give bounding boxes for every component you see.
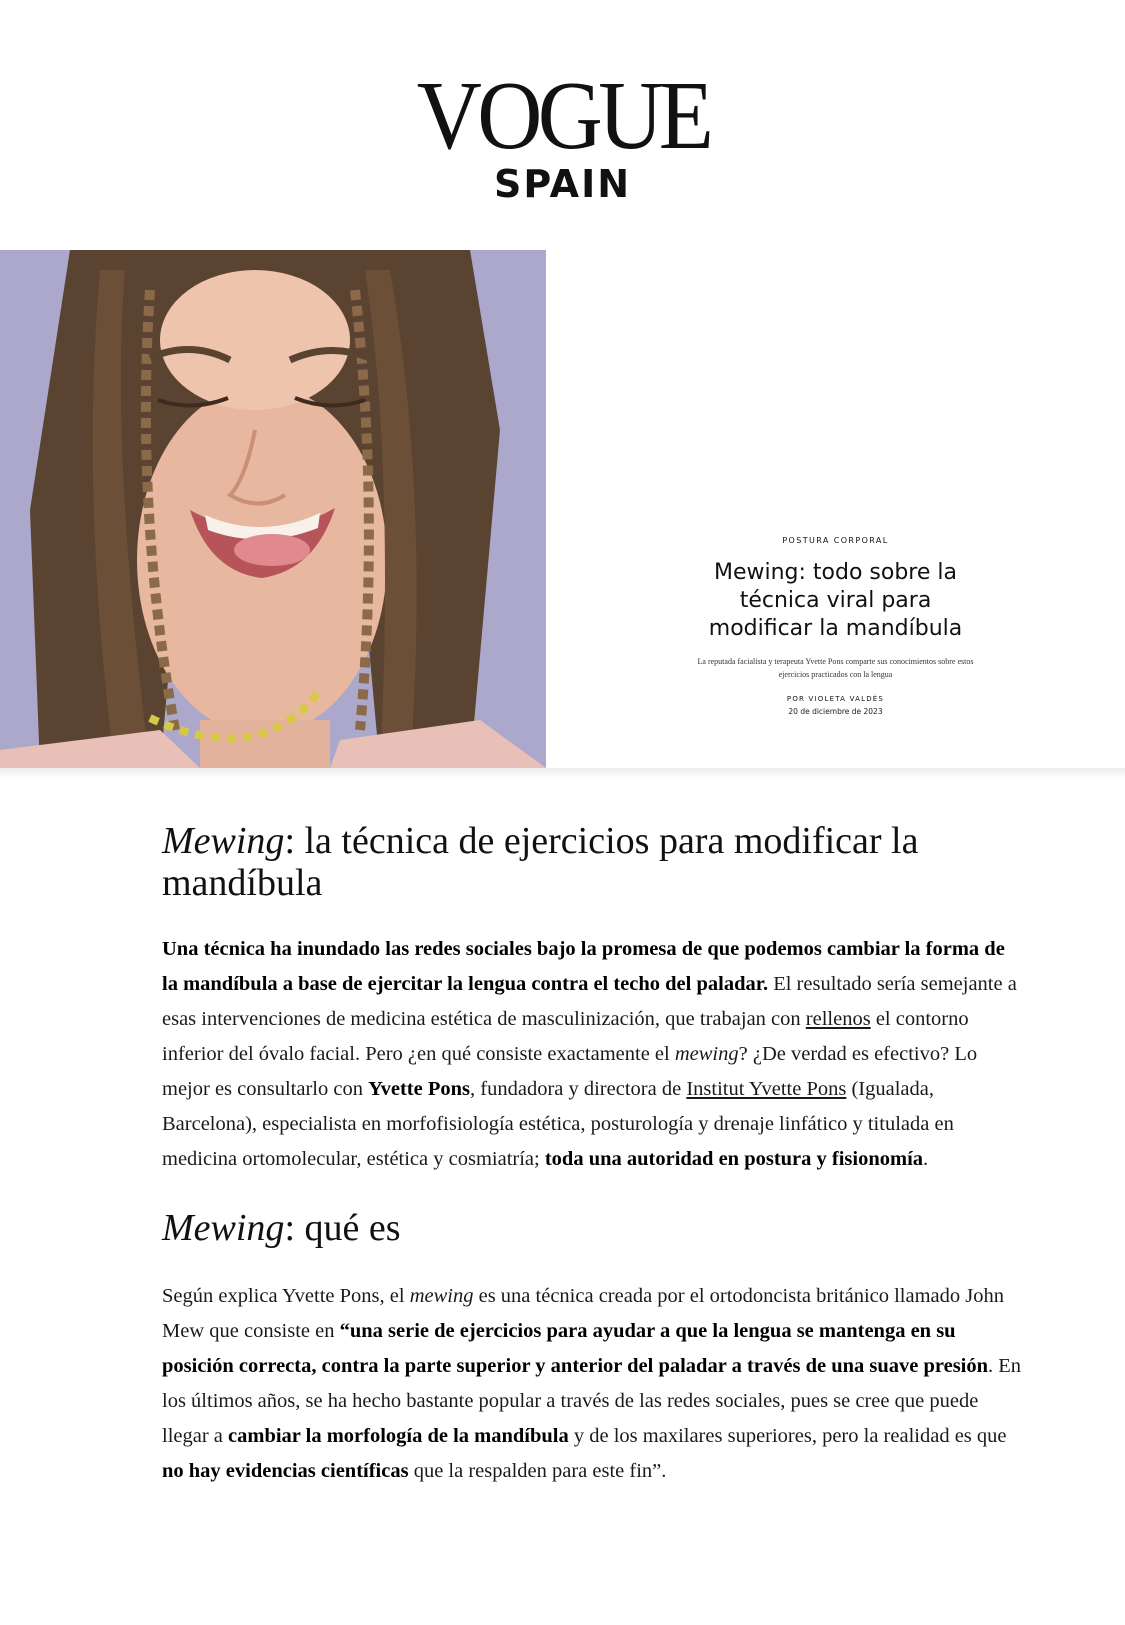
intro-paragraph xyxy=(162,932,1022,1177)
text-run: que la respalden para este fin”. xyxy=(408,1460,667,1482)
heading-2-italic: Mewing xyxy=(162,1207,285,1249)
text-run: . En los últimos años, se ha hecho bastante popular a través de las redes sociales, pues se cree que puede llegar a xyxy=(162,1355,1022,1447)
link-institut[interactable]: Institut Yvette Pons xyxy=(686,1078,847,1100)
bold-phrase: no hay evidencias científicas xyxy=(162,1460,409,1482)
article-body xyxy=(0,778,1022,1489)
portrait-photo-icon xyxy=(0,250,546,768)
bold-phrase: cambiar la morfología de la mandíbula xyxy=(228,1425,569,1447)
heading-1-italic: Mewing xyxy=(162,820,285,862)
text-run: es una técnica creada por el ortodoncista británico llamado John Mew que consiste en xyxy=(162,1285,1005,1342)
category-kicker[interactable]: POSTURA CORPORAL xyxy=(782,536,889,545)
body-paragraph xyxy=(162,1279,1022,1489)
article-title: Mewing: todo sobre la técnica viral para modificar la mandíbula xyxy=(708,560,963,641)
hero-image xyxy=(0,250,546,768)
italic-term: mewing xyxy=(409,1285,474,1307)
bold-phrase: toda una autoridad en postura y fisionomía xyxy=(544,1148,924,1170)
text-run: ? ¿De verdad es efectivo? Lo mejor es consultarlo con xyxy=(162,1043,978,1100)
site-header xyxy=(0,0,1125,250)
section-heading-2 xyxy=(162,1207,1022,1249)
hero-divider xyxy=(0,768,1125,778)
byline-author[interactable]: POR VIOLETA VALDÉS xyxy=(786,695,885,703)
text-run: el contorno inferior del óvalo facial. Pero ¿en qué consiste exactamente el xyxy=(162,1008,969,1065)
publish-date: 20 de diciembre de 2023 xyxy=(788,707,883,716)
hero-headline-panel xyxy=(546,250,1125,768)
article-dek: La reputada facialista y terapeuta Yvette Pons comparte sus conocimientos sobre estos ejercicios practicados con la lengua xyxy=(697,657,974,679)
edition-label: SPAIN xyxy=(493,162,632,206)
text-run: Según explica Yvette Pons, el xyxy=(162,1285,410,1307)
text-run: y de los maxilares superiores, pero la realidad es que xyxy=(568,1425,1007,1447)
intro-bold: Una técnica ha inundado las redes sociales bajo la promesa de que podemos cambiar la forma de la mandíbula a base de ejercitar la lengua contra el techo del paladar. xyxy=(162,938,1005,995)
text-run: El resultado sería semejante a esas intervenciones de medicina estética de masculinización, que trabajan con xyxy=(162,973,1017,1030)
heading-2-text: : qué es xyxy=(284,1207,401,1249)
bold-name: Yvette Pons xyxy=(368,1078,471,1100)
link-rellenos[interactable]: rellenos xyxy=(805,1008,871,1030)
text-run: . xyxy=(923,1148,929,1170)
text-run: (Igualada, Barcelona), especialista en morfofisiología estética, posturología y drenaje linfático y titulada en medicina ortomolecular, estética y cosmiatría; xyxy=(162,1078,954,1170)
section-heading-1 xyxy=(162,820,1022,904)
italic-term: mewing xyxy=(674,1043,739,1065)
bold-quote: “una serie de ejercicios para ayudar a que la lengua se mantenga en su posición correcta, contra la parte superior y anterior del paladar a través de una suave presión xyxy=(162,1320,989,1377)
vogue-logo[interactable]: VOGUE xyxy=(416,62,709,170)
text-run: , fundadora y directora de xyxy=(470,1078,687,1100)
heading-1-text: : la técnica de ejercicios para modificar la mandíbula xyxy=(162,820,919,904)
hero-section xyxy=(0,250,1125,768)
